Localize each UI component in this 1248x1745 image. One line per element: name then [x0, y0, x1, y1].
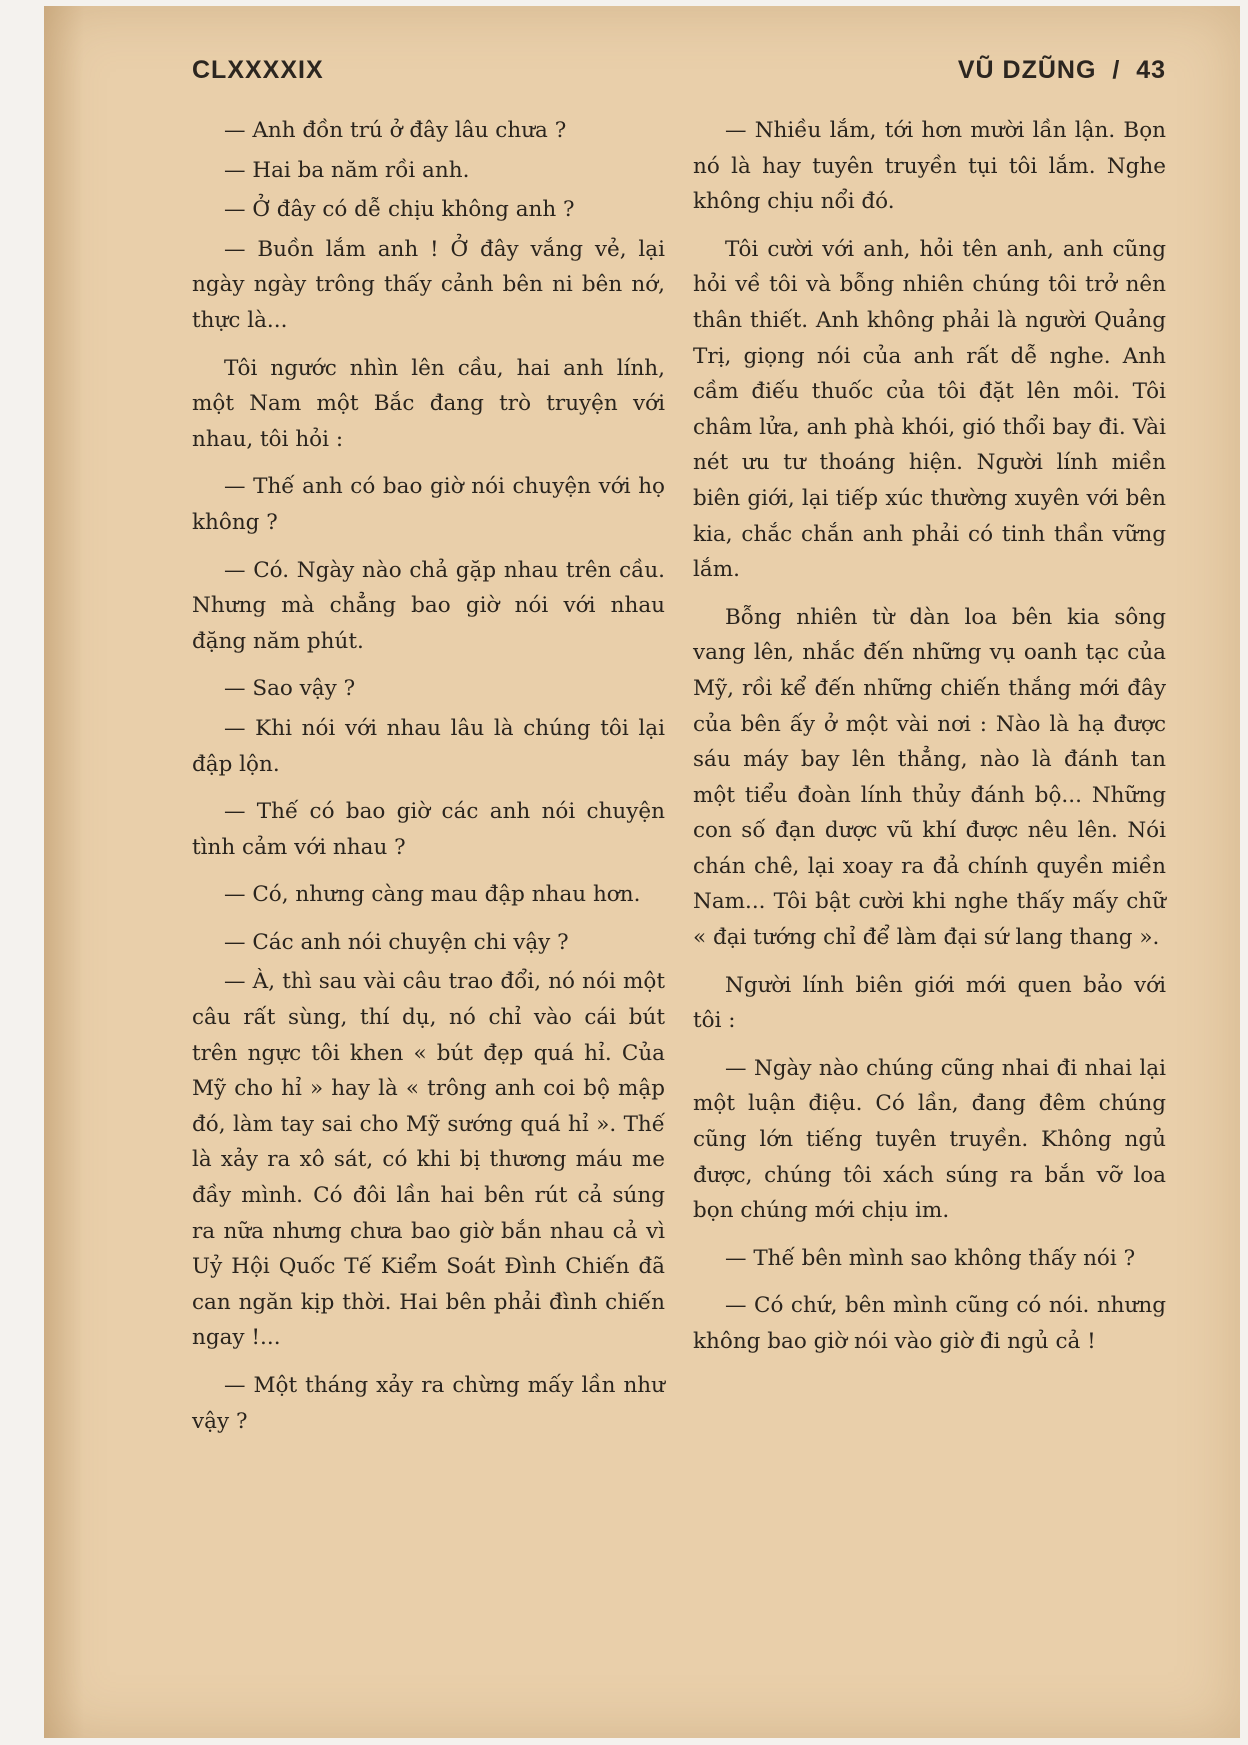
paragraph: — Các anh nói chuyện chi vậy ? [224, 929, 569, 955]
paragraph: — Một tháng xảy ra chừng mấy lần như vậy ? [192, 1373, 665, 1434]
paragraph: — Anh đồn trú ở đây lâu chưa ? [224, 118, 567, 143]
paragraph: — Có. Ngày nào chả gặp nhau trên cầu. Nhưng mà chẳng bao giờ nói với nhau đặng năm phút. [192, 557, 665, 654]
paragraph: Bỗng nhiên từ dàn loa bên kia sông vang lên, nhắc đến những vụ oanh tạc của Mỹ, rồi kể đến những chiến thắng mới đây của bên ấy ở một vài nơi : Nào là hạ được sáu máy bay lên thẳng, nào là đánh tan một tiểu đoàn lính thủy đánh bộ... Những con số đạn dược vũ khí được nêu lên. Nói chán chê, lại xoay ra đả chính quyền miền Nam... Tôi bật cười khi nghe thấy mấy chữ « đại tướng chỉ để làm đại sứ lang thang ». [693, 604, 1166, 951]
header-separator: / [1112, 56, 1121, 84]
paragraph: — Thế có bao giờ các anh nói chuyện tình cảm với nhau ? [192, 799, 665, 860]
paragraph: — Thế anh có bao giờ nói chuyện với họ không ? [192, 474, 665, 535]
paragraph: — Hai ba năm rồi anh. [224, 157, 470, 183]
paragraph: — Sao vậy ? [224, 676, 356, 702]
paragraph: — Có chứ, bên mình cũng có nói. nhưng không bao giờ nói vào giờ đi ngủ cả ! [693, 1293, 1166, 1354]
paragraph: — À, thì sau vài câu trao đổi, nó nói một câu rất sùng, thí dụ, nó chỉ vào cái bút trên ngực tôi khen « bút đẹp quá hỉ. Của Mỹ cho hỉ » hay là « trông anh coi bộ mập đó, làm tay sai cho Mỹ sướng quá hỉ ». Thế là xảy ra xô sát, có khi bị thương máu me đầy mình. Có đôi lần hai bên rút cả súng ra nữa nhưng chưa bao giờ bắn nhau cả vì Uỷ Hội Quốc Tế Kiểm Soát Đình Chiến đã can ngăn kịp thời. Hai bên phải đình chiến ngay !... [192, 969, 665, 1351]
paragraph: — Ở đây có dễ chịu không anh ? [224, 197, 575, 223]
paragraph: Người lính biên giới mới quen bảo với tôi : [693, 972, 1166, 1034]
right-column [693, 113, 1166, 1372]
paragraph: — Thế bên mình sao không thấy nói ? [725, 1245, 1136, 1271]
paragraph: — Nhiều lắm, tới hơn mười lần lận. Bọn nó là hay tuyên truyền tụi tôi lắm. Nghe không chịu nổi đó. [693, 118, 1166, 215]
paragraph: Tôi cười với anh, hỏi tên anh, anh cũng hỏi về tôi và bỗng nhiên chúng tôi trở nên thân thiết. Anh không phải là người Quảng Trị, giọng nói của anh rất dễ nghe. Anh cầm điếu thuốc của tôi đặt lên môi. Tôi châm lửa, anh phà khói, gió thổi bay đi. Vài nét ưu tư thoáng hiện. Người lính miền biên giới, lại tiếp xúc thường xuyên với bên kia, chắc chắn anh phải có tinh thần vững lắm. [693, 236, 1166, 583]
paragraph: Tôi ngước nhìn lên cầu, hai anh lính, một Nam một Bắc đang trò truyện với nhau, tôi hỏi : [192, 355, 665, 452]
paragraph: — Có, nhưng càng mau đập nhau hơn. [224, 882, 641, 908]
page-header [148, 52, 1166, 92]
paragraph: — Khi nói với nhau lâu là chúng tôi lại đập lộn. [192, 715, 665, 777]
author-name: VŨ DZŨNG [957, 56, 1097, 84]
paragraph: — Ngày nào chúng cũng nhai đi nhai lại một luận điệu. Có lần, đang đêm chúng cũng lớn tiếng tuyên truyền. Không ngủ được, chúng tôi xách súng ra bắn vỡ loa bọn chúng mới chịu im. [693, 1055, 1166, 1224]
page-number: 43 [1136, 56, 1166, 84]
left-column [192, 113, 665, 1451]
chapter-number: CLXXXXIX [192, 56, 324, 84]
running-title [958, 56, 1166, 85]
paragraph: — Buồn lắm anh ! Ở đây vắng vẻ, lại ngày ngày trông thấy cảnh bên ni bên nớ, thực là... [192, 236, 665, 333]
